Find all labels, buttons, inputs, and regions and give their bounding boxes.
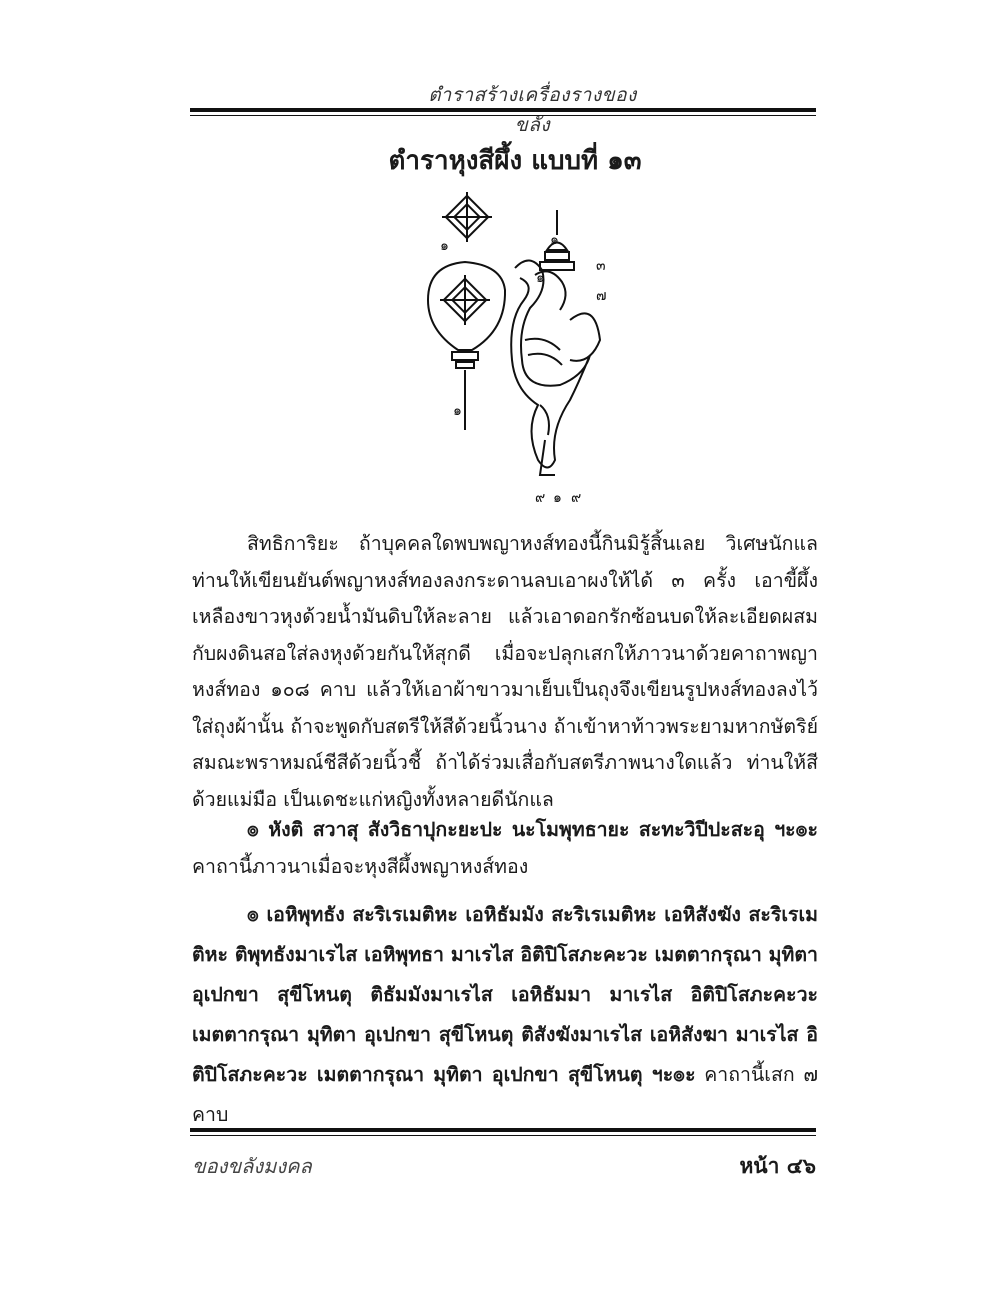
footer-rule [190, 1128, 816, 1132]
yantra-numeral: ๗ [596, 288, 607, 304]
golden-swan-yantra-illustration [420, 190, 620, 510]
swan-figure-icon [511, 260, 600, 475]
top-diamond-icon [442, 192, 492, 242]
header-rule-thin [190, 115, 816, 116]
yantra-numeral: ๑ [536, 270, 545, 286]
yantra-numeral: ๑ [453, 403, 462, 419]
incantation-note: คาถานี้เสก ๗ คาบ [192, 1063, 818, 1126]
yantra-numeral: ๓ [596, 258, 606, 274]
page-number: หน้า ๔๖ [739, 1153, 816, 1178]
incantation-text: ๏ หังติ สวาสุ สังวิธาปุกะยะปะ นะโมพุทธายะ สะทะวิปีปะสะอุ ฯะ๏ะ [247, 818, 818, 841]
incantation-note: คาถานี้ภาวนาเมื่อจะหุงสีผึ้งพญาหงส์ทอง [192, 854, 529, 878]
lamp-amulet-icon [428, 262, 505, 430]
incantation-text: ๏ เอหิพุทธัง สะริเรเมติหะ เอหิธัมมัง สะริเรเมติหะ เอหิสังฆัง สะริเรเมติหะ ติพุทธังมาเรไส เอหิพุทธา มาเรไส อิติปิโสภะคะวะ เมตตากรุณา มุทิตา อุเปกขา สุขีโหนตุ ติธัมมังมาเรไส เอหิธัมมา มาเรไส อิติปิโสภะคะวะ เมตตากรุณา มุทิตา อุเปกขา สุขีโหนตุ ติสังฆังมาเรไส เอหิสังฆา มาเรไส อิติปิโสภะคะวะ เมตตากรุณา มุทิตา อุเปกขา สุขีโหนตุ ฯะ๏ะ [192, 903, 818, 1086]
page-title: ตำราหุงสีผึ้ง แบบที่ ๑๓ [388, 146, 642, 176]
yantra-numeral: ๑ [553, 490, 562, 506]
paragraph-incantation-1 [192, 812, 818, 885]
yantra-numeral: ๙ [571, 490, 582, 506]
header-rule [190, 108, 816, 112]
yantra-numeral: ๑ [550, 232, 559, 248]
footer-rule-thin [190, 1135, 816, 1136]
header-title: ตำราสร้างเครื่องรางของขลัง [428, 84, 637, 136]
footer-signature: ของขลังมงคล [192, 1154, 312, 1178]
yantra-numeral: ๙ [535, 490, 546, 506]
paragraph-incantation-2 [192, 895, 818, 1135]
paragraph-instructions: สิทธิการิยะ ถ้าบุคคลใดพบพญาหงส์ทองนี้กินมิรู้สิ้นเลย วิเศษนักแล ท่านให้เขียนยันต์พญาหงส์ทองลงกระดานลบเอาผงให้ได้ ๓ ครั้ง เอาขี้ผึ้งเหลืองขาวหุงด้วยน้ำมันดิบให้ละลาย แล้วเอาดอกรักซ้อนบดให้ละเอียดผสมกับผงดินสอใส่ลงหุงด้วยกันให้สุกดี เมื่อจะปลุกเสกให้ภาวนาด้วยคาถาพญาหงส์ทอง ๑๐๘ คาบ แล้วให้เอาผ้าขาวมาเย็บเป็นถุงจึงเขียนรูปหงส์ทองลงไว้ใส่ถุงผ้านั้น ถ้าจะพูดกับสตรีให้สีด้วยนิ้วนาง ถ้าเข้าหาท้าวพระยามหากษัตริย์ สมณะพราหมณ์ชีสีด้วยนิ้วชี้ ถ้าได้ร่วมเสื่อกับสตรีภาพนางใดแล้ว ท่านให้สีด้วยแม่มือ เป็นเดชะแก่หญิงทั้งหลายดีนักแล [192, 532, 818, 811]
yantra-numeral: ๑ [440, 238, 449, 254]
